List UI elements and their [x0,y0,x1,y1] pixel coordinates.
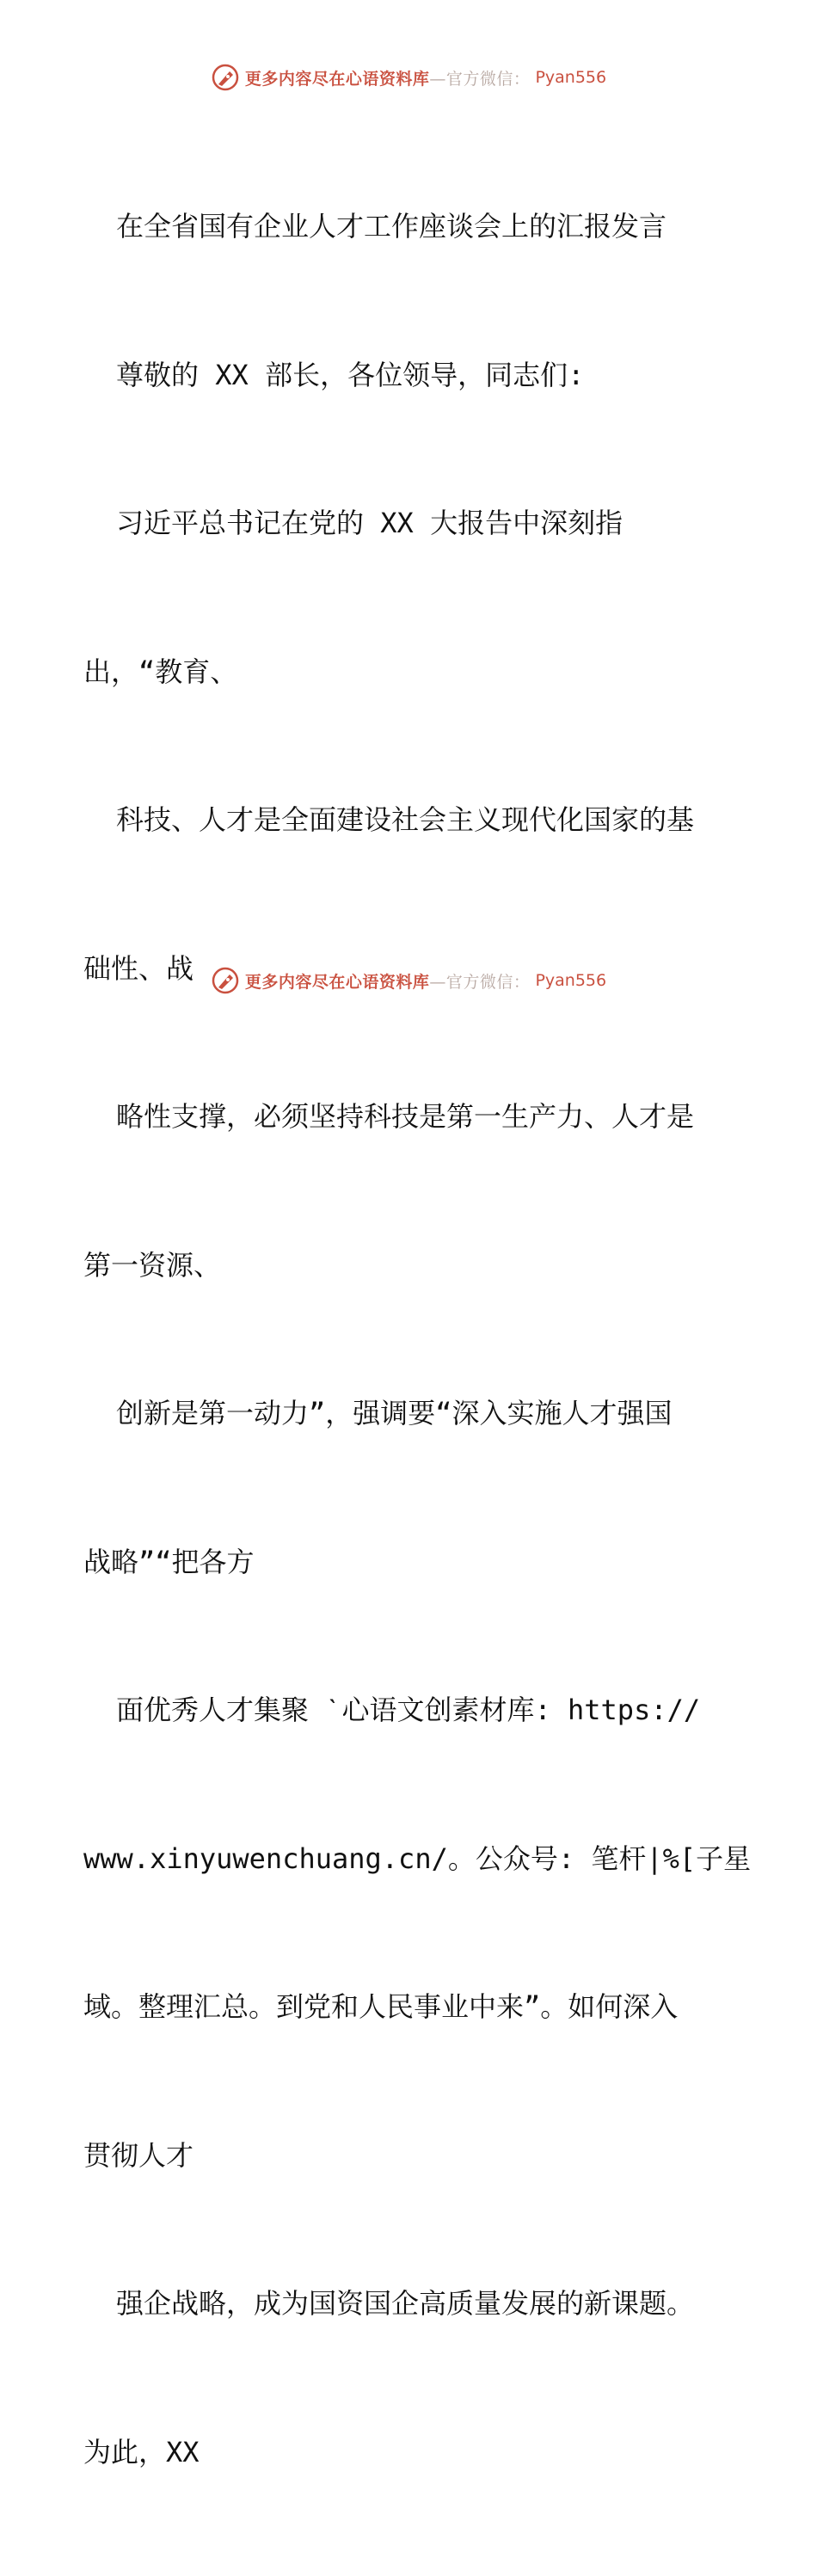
document-body [83,103,752,2576]
text-line: 出，“教育、 [83,655,238,688]
text-line: 创新是第一动力”，强调要“深入实施人才强国 [116,1397,673,1429]
watermark-handle: Pyan556 [535,68,607,87]
text-line: www.xinyuwenchuang.cn/。公众号: 笔杆|%[子星 [83,1841,752,1875]
text-line: 习近平总书记在党的 XX 大报告中深刻指 [116,507,624,539]
text-line: 略性支撑，必须坚持科技是第一生产力、人才是 [116,1100,695,1133]
document-title: 在全省国有企业人才工作座谈会上的汇报发言 [116,210,667,243]
text-line: 础性、战 [83,951,194,985]
pen-nib-logo-icon [211,966,240,995]
text-line: 科技、人才是全面建设社会主义现代化国家的基 [116,803,695,836]
watermark-text: 更多内容尽在心语资料库—官方微信： [244,69,531,89]
text-line: 战略”“把各方 [83,1545,255,1578]
watermark-text: 更多内容尽在心语资料库—官方微信： [244,972,531,992]
text-line: 面优秀人才集聚 ˋ心语文创素材库: https:// [116,1694,701,1726]
pen-nib-logo-icon [211,63,240,92]
text-line: 强企战略，成为国资国企高质量发展的新课题。 [116,2287,695,2320]
salutation: 尊敬的 XX 部长，各位领导，同志们: [116,358,585,391]
watermark-handle: Pyan556 [535,971,607,990]
watermark-footer [0,963,817,998]
text-line: 域。整理汇总。到党和人民事业中来”。如何深入 [83,1990,679,2023]
watermark-header [0,60,817,95]
text-line: 第一资源、 [83,1248,222,1282]
text-line: 贯彻人才 [83,2138,194,2172]
text-line: 为此，XX [83,2435,200,2468]
